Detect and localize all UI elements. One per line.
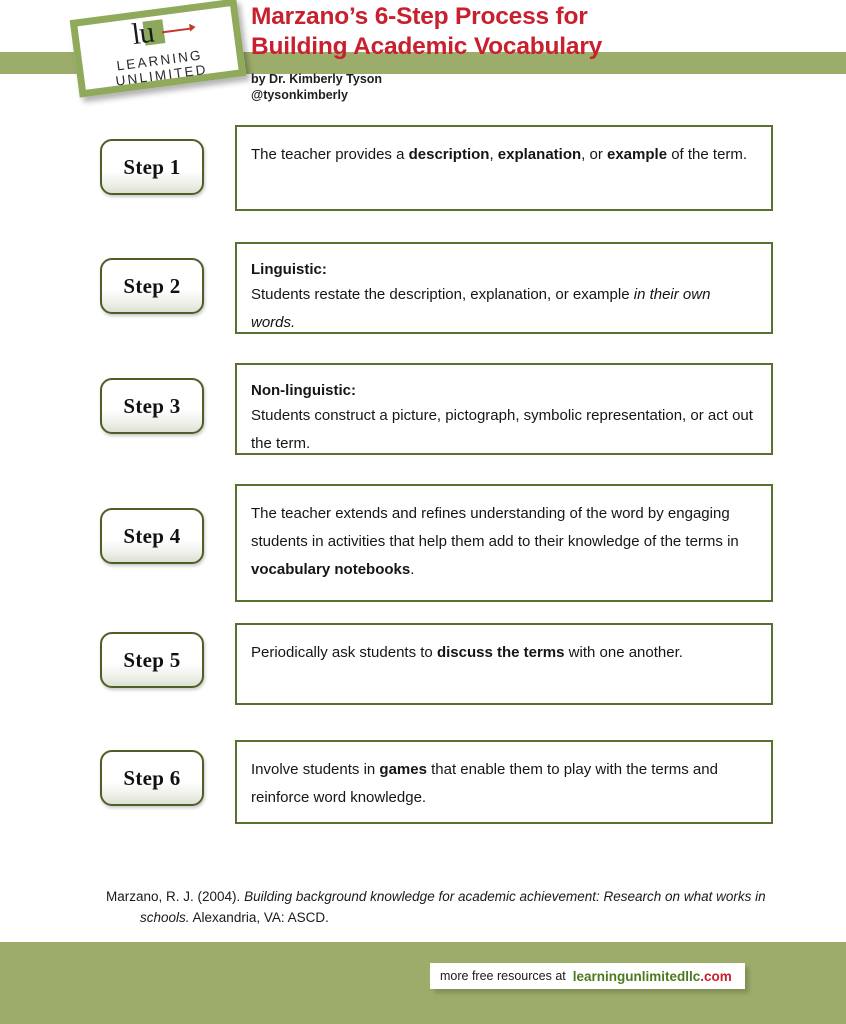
logo-inner: [70, 0, 247, 98]
step-lead-label: Linguistic:: [251, 261, 327, 278]
step-lead-label: Non-linguistic:: [251, 382, 356, 399]
step-content-box-1: [235, 125, 773, 211]
text-segment: Involve students in: [251, 761, 380, 778]
step-badge-label: Step 6: [123, 765, 181, 790]
text-segment: example: [607, 146, 668, 163]
step-badge-label: Step 3: [123, 393, 181, 418]
byline: [251, 72, 382, 103]
footer-domain-tld[interactable]: .com: [700, 968, 732, 984]
step-content-box-6: [235, 740, 773, 824]
text-segment: discuss the terms: [436, 644, 565, 661]
step-description: [251, 281, 757, 337]
step-badge-label: Step 5: [123, 647, 181, 672]
page-title-line-1: Marzano’s 6-Step Process for: [251, 3, 588, 30]
text-segment: vocabulary notebooks: [251, 561, 411, 578]
text-segment: with one another.: [564, 644, 683, 661]
text-segment: The teacher extends and refines understanding of the word by engaging students in activities that help them add to their knowledge of the terms in: [251, 505, 739, 550]
text-segment: , or: [581, 146, 607, 163]
step-content-box-3: [235, 363, 773, 455]
page-title: [251, 2, 811, 62]
step-content-box-5: [235, 623, 773, 705]
text-segment: games: [379, 761, 427, 778]
byline-handle: @tysonkimberly: [251, 87, 348, 102]
step-badge-label: Step 1: [123, 154, 181, 179]
footer-domain-name[interactable]: learningunlimitedllc: [572, 968, 701, 984]
text-segment: The teacher provides a: [251, 146, 409, 163]
page-title-line-2: Building Academic Vocabulary: [251, 33, 603, 60]
step-badge-label: Step 2: [123, 273, 181, 298]
citation-segment: Alexandria, VA: ASCD.: [189, 910, 329, 925]
step-description: [251, 500, 757, 584]
logo-monogram-text: lu: [129, 15, 156, 52]
step-badge-2[interactable]: [100, 258, 204, 314]
step-badge-5[interactable]: [100, 632, 204, 688]
step-description: [251, 141, 757, 169]
citation-reference: [106, 886, 800, 928]
step-content-box-4: [235, 484, 773, 602]
text-segment: Students construct a picture, pictograph, symbolic representation, or act out the term.: [251, 407, 753, 452]
text-segment: Students restate the description, explanation, or example: [251, 286, 634, 303]
step-description: [251, 402, 757, 458]
step-badge-6[interactable]: [100, 750, 204, 806]
page-header: [0, 0, 846, 120]
text-segment: Periodically ask students to: [251, 644, 437, 661]
citation-segment: Marzano, R. J. (2004).: [106, 889, 245, 904]
learning-unlimited-logo: [66, 3, 252, 99]
text-segment: that enable them to play with the terms and reinforce word knowledge.: [251, 761, 718, 806]
step-description: [251, 756, 757, 812]
text-segment: in their own words.: [251, 286, 711, 331]
step-badge-label: Step 4: [123, 523, 181, 548]
text-segment: description: [408, 146, 490, 163]
logo-wordmark: LEARNING UNLIMITED: [114, 47, 209, 89]
step-description: [251, 639, 757, 667]
byline-author: by Dr. Kimberly Tyson: [251, 72, 383, 86]
step-badge-4[interactable]: [100, 508, 204, 564]
step-content-box-2: [235, 242, 773, 334]
logo-arrow-head-icon: [189, 23, 196, 32]
text-segment: .: [410, 561, 415, 578]
text-segment: ,: [489, 146, 498, 163]
footer-resources-pill[interactable]: [430, 963, 745, 989]
text-segment: of the term.: [667, 146, 748, 163]
citation-segment: Building background knowledge for academic achievement: Research on what works in schools.: [140, 889, 766, 925]
step-badge-1[interactable]: [100, 139, 204, 195]
step-badge-3[interactable]: [100, 378, 204, 434]
footer-prefix-label: more free resources at: [440, 969, 566, 983]
logo-arrow-line-icon: [162, 27, 192, 32]
text-segment: explanation: [497, 146, 582, 163]
